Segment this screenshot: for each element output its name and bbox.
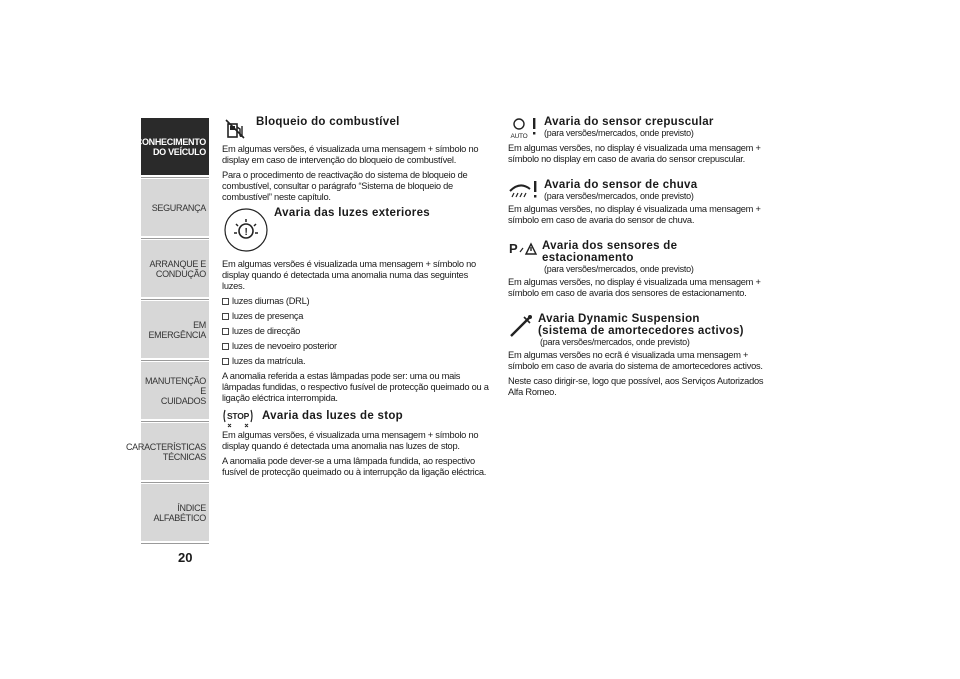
parking-sensor-icon (508, 240, 538, 258)
parking-title-line-2: estacionamento (542, 252, 634, 264)
parking-title-line-1: Avaria dos sensores de (542, 240, 678, 252)
fuel-block-text-1: Em algumas versões, é visualizada uma mensagem + símbolo no display em caso de intervenção do bloqueio de combustível. (222, 144, 479, 165)
twilight-sensor-icon (508, 116, 540, 140)
list-item: luzes de nevoeiro posterior (222, 341, 490, 352)
stop-icon-label: STOP (227, 411, 249, 421)
suspension-fault-icon (508, 313, 534, 339)
tab-indice[interactable] (141, 484, 209, 541)
right-column (508, 116, 773, 402)
list-item: luzes diurnas (DRL) (222, 296, 490, 307)
list-item: luzes da matrícula. (222, 356, 490, 367)
tab-label: CARACTERÍSTICAS TÉCNICAS (125, 441, 206, 462)
stop-lights-title: Avaria das luzes de stop (262, 410, 403, 422)
suspension-subtitle: (para versões/mercados, onde previsto) (540, 337, 690, 347)
stop-light-fault-icon (222, 408, 254, 428)
tab-label: MANUTENÇÃO E CUIDADOS (144, 375, 206, 406)
svg-text:!: ! (244, 227, 248, 238)
twilight-subtitle: (para versões/mercados, onde previsto) (544, 128, 694, 138)
exterior-lights-title: Avaria das luzes exteriores (274, 207, 430, 219)
rain-text: Em algumas versões, no display é visualizada uma mensagem + símbolo em caso de avaria do sensor de chuva. (508, 204, 761, 225)
twilight-text: Em algumas versões, no display é visualizada uma mensagem + símbolo no display em caso de avaria do sensor crepuscular. (508, 143, 761, 164)
fuel-cutoff-icon (222, 116, 248, 140)
rain-sensor-icon (508, 179, 540, 201)
suspension-text-2: Neste caso dirigir-se, logo que possível, aos Serviços Autorizados Alfa Romeo. (508, 376, 764, 397)
stop-lights-text-2: A anomalia pode dever-se a uma lâmpada fundida, ao respectivo fusível de protecção queimado ou à interrupção da ligação eléctrica. (222, 456, 487, 477)
tab-label: EM EMERGÊNCIA (148, 319, 206, 340)
suspension-title-line-2: (sistema de amortecedores activos) (538, 325, 744, 337)
svg-text:P: P (509, 241, 518, 256)
rain-title: Avaria do sensor de chuva (544, 179, 698, 191)
list-item: luzes de direcção (222, 326, 490, 337)
tab-emergencia[interactable] (141, 301, 209, 358)
exterior-lights-text-2: A anomalia referida a estas lâmpadas pode ser: uma ou mais lâmpadas fundidas, o respectivo fusível de protecção queimado ou a ligação eléctrica interrompida. (222, 371, 489, 403)
tab-label: CONHECIMENTO DO VEÍCULO (135, 136, 206, 157)
parking-text: Em algumas versões, no display é visualizada uma mensagem + símbolo em caso de avaria dos sensores de estacionamento. (508, 277, 761, 298)
tab-seguranca[interactable] (141, 179, 209, 236)
chapter-sidebar (125, 118, 209, 545)
tab-manutencao[interactable] (141, 362, 209, 419)
page-number: 20 (178, 550, 193, 565)
tab-arranque[interactable] (141, 240, 209, 297)
tab-label: SEGURANÇA (151, 202, 206, 213)
tab-caracteristicas[interactable] (125, 423, 209, 480)
suspension-title-line-1: Avaria Dynamic Suspension (538, 313, 700, 325)
stop-lights-text-1: Em algumas versões, é visualizada uma mensagem + símbolo no display quando é detectada uma anomalia nas luzes de stop. (222, 430, 479, 451)
tab-label: ARRANQUE E CONDUÇÃO (149, 258, 206, 279)
suspension-text-1: Em algumas versões no ecrã é visualizada uma mensagem + símbolo em caso de avaria do sistema de amortecedores activos. (508, 350, 763, 371)
fuel-block-text-2: Para o procedimento de reactivação do sistema de bloqueio de combustível, consultar o parágrafo “Sistema de bloqueio de combustível” neste capítulo. (222, 170, 468, 202)
exterior-lights-text-1: Em algumas versões é visualizada uma mensagem + símbolo no display quando é detectada uma anomalia numa das seguintes luzes. (222, 259, 476, 291)
exterior-light-fault-icon (222, 207, 270, 253)
fuel-block-title: Bloqueio do combustível (256, 116, 400, 128)
twilight-title: Avaria do sensor crepuscular (544, 116, 714, 128)
rain-subtitle: (para versões/mercados, onde previsto) (544, 191, 694, 201)
auto-icon-label: AUTO (510, 133, 528, 140)
left-column (222, 116, 490, 482)
parking-subtitle: (para versões/mercados, onde previsto) (544, 264, 694, 274)
list-item: luzes de presença (222, 311, 490, 322)
tab-conhecimento[interactable] (135, 118, 209, 175)
tab-label: ÍNDICE ALFABÉTICO (153, 502, 206, 523)
